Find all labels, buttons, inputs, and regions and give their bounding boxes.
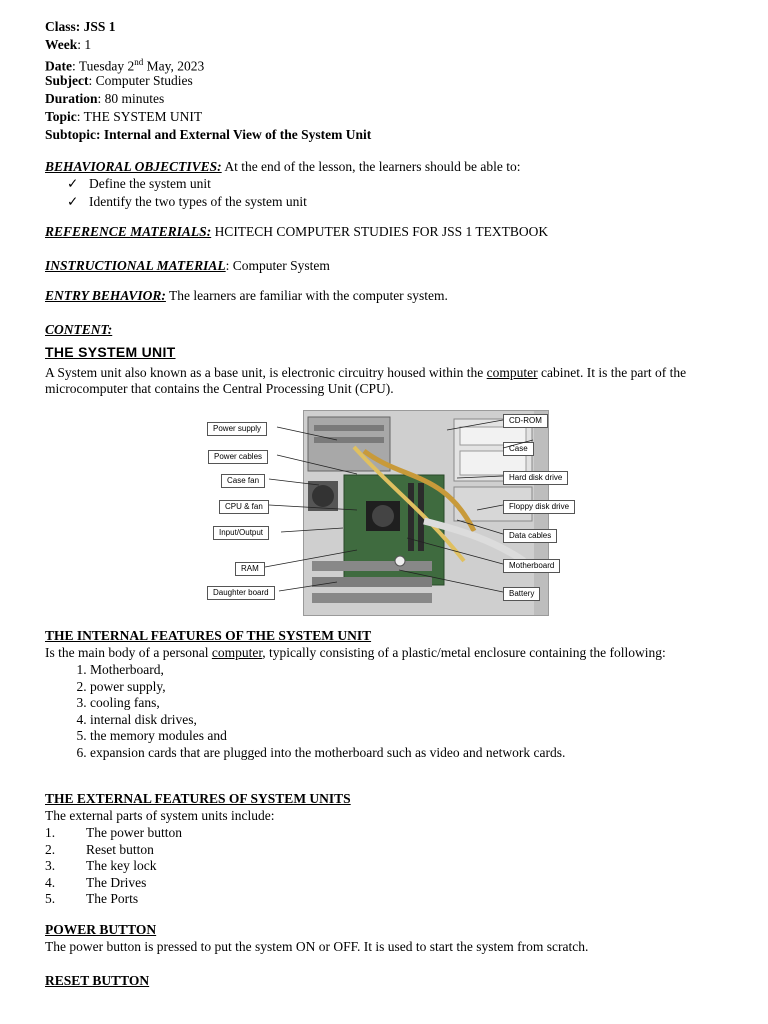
label-data-cables: Data cables <box>503 529 557 543</box>
list-item: 3. cooling fans, <box>90 694 725 711</box>
list-item: ✓ Define the system unit <box>67 176 211 191</box>
list-item: 2. power supply, <box>90 678 725 695</box>
label-daughter-board: Daughter board <box>207 586 275 600</box>
label-hard-disk-drive: Hard disk drive <box>503 471 568 485</box>
external-features-list <box>45 824 725 907</box>
label-ram: RAM <box>235 562 265 576</box>
label-floppy-disk-drive: Floppy disk drive <box>503 500 575 514</box>
topic-line: Topic: THE SYSTEM UNIT <box>45 109 203 124</box>
content-label: CONTENT: <box>45 322 113 337</box>
list-item: 6. expansion cards that are plugged into the motherboard such as video and network cards. <box>90 744 725 761</box>
checkmark-icon: ✓ <box>67 194 79 209</box>
list-item: 4. internal disk drives, <box>90 711 725 728</box>
list-item: 4. The Drives <box>45 874 147 890</box>
label-battery: Battery <box>503 587 540 601</box>
list-item: 5. The Ports <box>45 891 139 906</box>
week-line: Week: 1 <box>45 37 92 52</box>
lesson-header <box>45 18 725 144</box>
label-input-output: Input/Output <box>213 526 269 540</box>
date-line: Date: Tuesday 2nd May, 2023 <box>45 57 205 74</box>
subtopic-line: Subtopic: Internal and External View of the System Unit <box>45 127 372 142</box>
power-button-heading: POWER BUTTON <box>45 921 157 937</box>
internal-heading: THE INTERNAL FEATURES OF THE SYSTEM UNIT <box>45 628 372 643</box>
list-item: ✓ Identify the two types of the system unit <box>67 194 307 209</box>
label-power-cables: Power cables <box>208 450 268 464</box>
duration-line: Duration: 80 minutes <box>45 91 165 106</box>
list-item: 2. Reset button <box>45 841 154 857</box>
system-unit-heading: THE SYSTEM UNIT <box>45 344 176 360</box>
internal-features-list <box>45 661 725 760</box>
entry-section: ENTRY BEHAVIOR: The learners are familiar with the computer system. <box>45 288 448 303</box>
list-item: 3. The key lock <box>45 858 157 873</box>
label-case: Case <box>503 442 534 456</box>
objectives-list <box>45 175 725 211</box>
list-item: 5. the memory modules and <box>90 727 725 744</box>
reset-button-heading: RESET BUTTON <box>45 972 150 988</box>
computer-link[interactable]: computer <box>211 645 263 660</box>
class-line: Class: JSS 1 <box>45 19 116 34</box>
checkmark-icon: ✓ <box>67 176 79 191</box>
label-motherboard: Motherboard <box>503 559 560 573</box>
reference-section: REFERENCE MATERIALS: HCITECH COMPUTER STUDIES FOR JSS 1 TEXTBOOK <box>45 224 549 239</box>
power-button-text: The power button is pressed to put the system ON or OFF. It is used to start the system from scratch. <box>45 938 589 954</box>
instructional-section: INSTRUCTIONAL MATERIAL: Computer System <box>45 258 330 273</box>
objectives-section: BEHAVIORAL OBJECTIVES: At the end of the lesson, the learners should be able to: ✓ Define the system unit ✓ Identify the two types of the system unit <box>45 158 725 211</box>
list-item: 1. The power button <box>45 825 182 840</box>
computer-link[interactable]: computer <box>486 365 538 380</box>
external-intro: The external parts of system units include: <box>45 808 275 823</box>
label-case-fan: Case fan <box>221 474 265 488</box>
system-unit-paragraph: A System unit also known as a base unit, is electronic circuitry housed within the computer cabinet. It is the part of the microcomputer that contains the Central Processing Unit (CPU). <box>45 365 687 396</box>
label-cpu-fan: CPU & fan <box>219 500 269 514</box>
external-heading: THE EXTERNAL FEATURES OF SYSTEM UNITS <box>45 791 351 806</box>
list-item: 1. Motherboard, <box>90 661 725 678</box>
label-power-supply: Power supply <box>207 422 267 436</box>
internal-intro: Is the main body of a personal computer, typically consisting of a plastic/metal enclosure containing the following: <box>45 645 666 660</box>
label-cd-rom: CD-ROM <box>503 414 548 428</box>
subject-line: Subject: Computer Studies <box>45 73 193 88</box>
lesson-note <box>45 18 725 989</box>
system-unit-diagram <box>207 410 577 615</box>
